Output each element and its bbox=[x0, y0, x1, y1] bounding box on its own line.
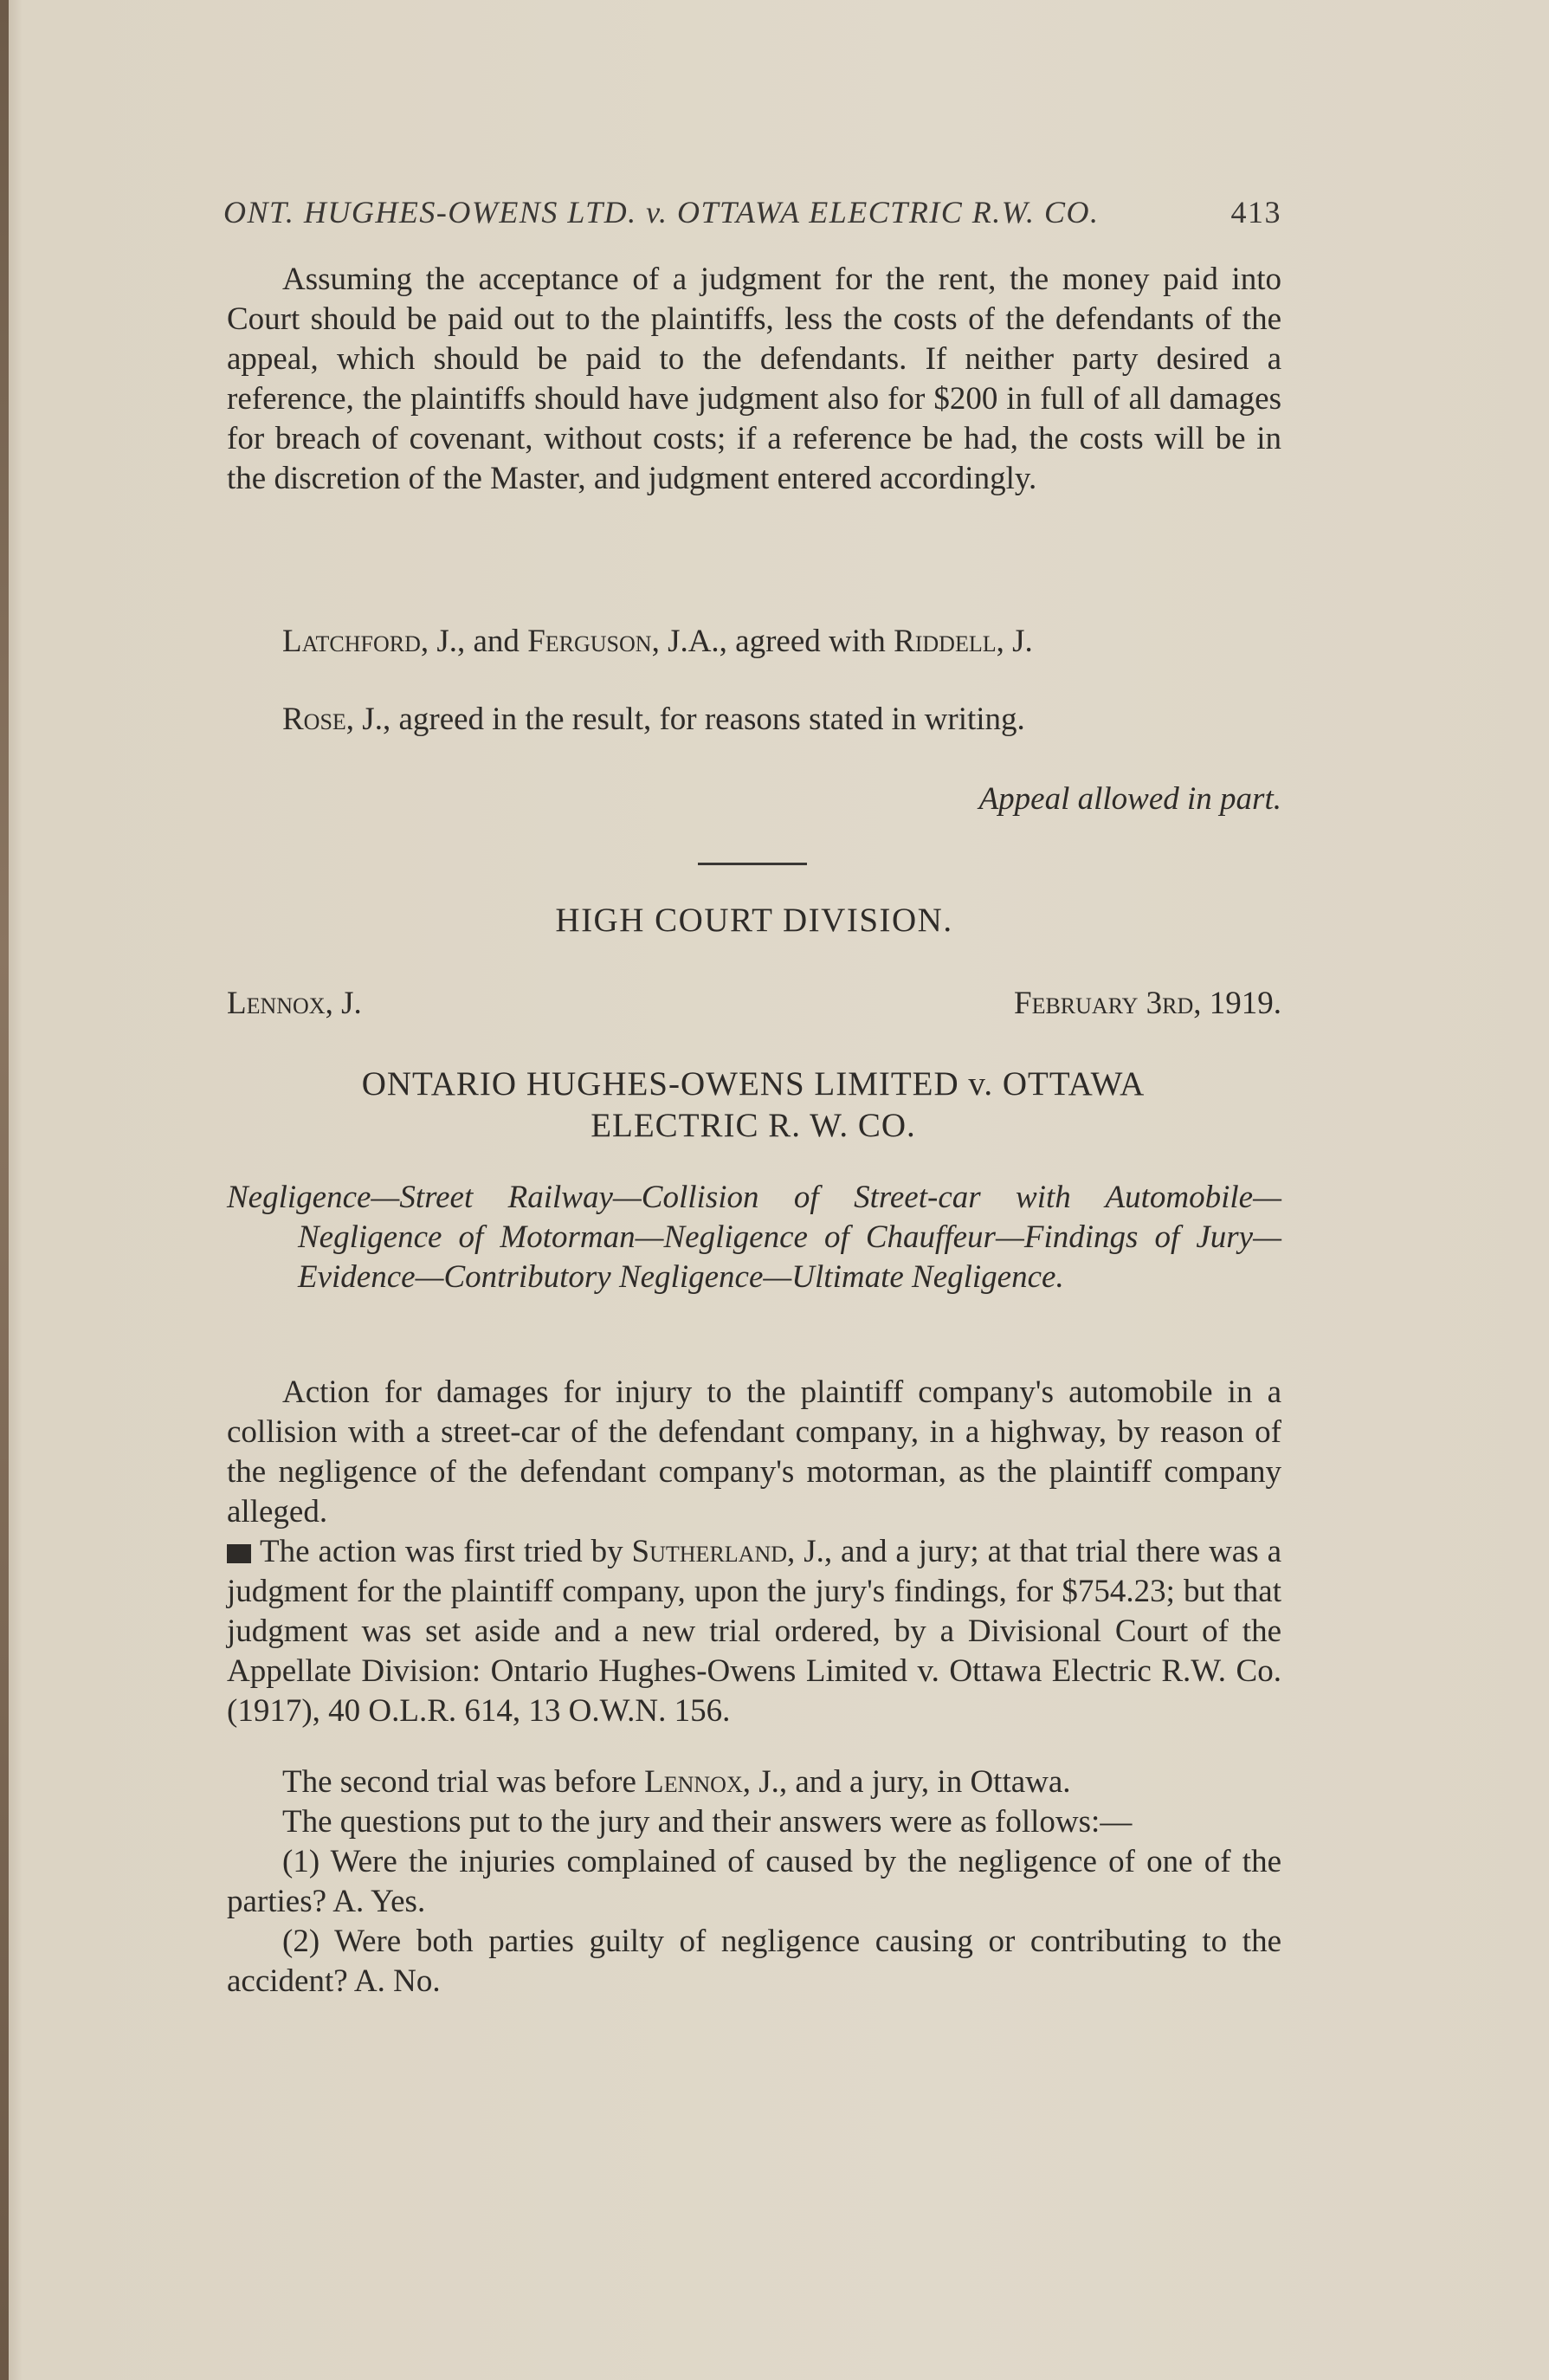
body-paragraph-1: Action for damages for injury to the plaintiff company's automobile in a collision with a street-car of the defendant company, in a highway, by reason of the negligence of the defendant company's motorman, as the plaintiff company alleged. bbox=[227, 1374, 1281, 1530]
division-heading: HIGH COURT DIVISION. bbox=[555, 902, 953, 939]
disposition-block bbox=[227, 779, 1281, 819]
case-judge-name: Lennox bbox=[227, 986, 326, 1021]
concurrence-text: , J., agreed in the result, for reasons stated in writing. bbox=[345, 702, 1025, 737]
concurrence-text: , J. bbox=[996, 624, 1033, 659]
paragraph-text: , J., and a jury; at that trial there was a judgment for the plaintiff company, upon the jury's findings, for $754.23; but that judgment was set aside and a new trial ordered, by a Divisional Court of the Appellate Division: Ontario Hughes-Owens Limited v. Ottawa Electric R.W. Co. (1917), 40 O.L.R. 614, 13 O.W.N. 156. bbox=[227, 1534, 1281, 1729]
concurrence-block bbox=[227, 622, 1281, 662]
judge-name: Riddell bbox=[894, 624, 997, 659]
jury-question-1: (1) Were the injuries complained of caused by the negligence of one of the parties? A. Yes. bbox=[227, 1844, 1281, 1919]
section-rule bbox=[698, 863, 807, 865]
running-header bbox=[223, 194, 1281, 230]
division-block bbox=[227, 901, 1281, 941]
case-title: ONTARIO HUGHES-OWENS LIMITED v. OTTAWA ELECTRIC R. W. CO. bbox=[361, 1065, 1146, 1144]
body-paragraph-4: The questions put to the jury and their answers were as follows:— bbox=[282, 1804, 1133, 1840]
concurrence-text: , J., and bbox=[420, 624, 528, 659]
judge-name: Latchford bbox=[282, 624, 421, 659]
book-spine bbox=[0, 0, 9, 2380]
judge-name: Sutherland bbox=[631, 1534, 787, 1569]
running-title: ONT. HUGHES-OWENS LTD. v. OTTAWA ELECTRIC R.W. CO. bbox=[223, 195, 1100, 230]
headnote-block bbox=[227, 1178, 1281, 1297]
concurrence-rose-block bbox=[227, 700, 1281, 740]
case-title-block bbox=[286, 1064, 1221, 1147]
case-judge-suffix: , J. bbox=[325, 986, 362, 1021]
body-paragraph-2 bbox=[227, 1532, 1281, 1731]
judge-name: Rose bbox=[282, 702, 346, 737]
body-paragraph-3 bbox=[227, 1762, 1281, 1802]
concurrence-latchford bbox=[227, 622, 1281, 662]
body-text bbox=[227, 1373, 1281, 2002]
paragraph-text: The second trial was before bbox=[282, 1764, 645, 1800]
jury-question-2: (2) Were both parties guilty of negligence causing or contributing to the accident? A. No. bbox=[227, 1924, 1281, 1999]
case-judge bbox=[227, 985, 362, 1022]
margin-mark-icon bbox=[227, 1544, 251, 1563]
paragraph-text: , J., and a jury, in Ottawa. bbox=[742, 1764, 1071, 1800]
page-number: 413 bbox=[1230, 195, 1281, 230]
case-date: February 3rd, 1919. bbox=[1014, 986, 1281, 1021]
disposition: Appeal allowed in part. bbox=[978, 781, 1281, 817]
judge-name: Ferguson bbox=[527, 624, 652, 659]
paragraph-text: The action was first tried by bbox=[260, 1534, 632, 1569]
case-info bbox=[227, 985, 1281, 1022]
concurrence-rose bbox=[227, 700, 1281, 740]
concurrence-text: , J.A., agreed with bbox=[651, 624, 894, 659]
case-info-block bbox=[227, 985, 1281, 1022]
opening-paragraph: Assuming the acceptance of a judgment for the rent, the money paid into Court should be paid out to the plaintiffs, less the costs of the defendants of the appeal, which should be paid to the defendants. If neither party desired a reference, the plaintiffs should have judgment also for $200 in full of all damages for breach of covenant, without costs; if a reference be had, the costs will be in the discretion of the Master, and judgment entered accordingly. bbox=[227, 262, 1281, 496]
judge-name: Lennox bbox=[644, 1764, 743, 1800]
opening-paragraph-block bbox=[227, 260, 1281, 499]
headnote: Negligence—Street Railway—Collision of Street-car with Automobile—Negligence of Motorman—Negligence of Chauffeur—Findings of Jury—Evidence—Contributory Negligence—Ultimate Negligence. bbox=[227, 1180, 1281, 1295]
